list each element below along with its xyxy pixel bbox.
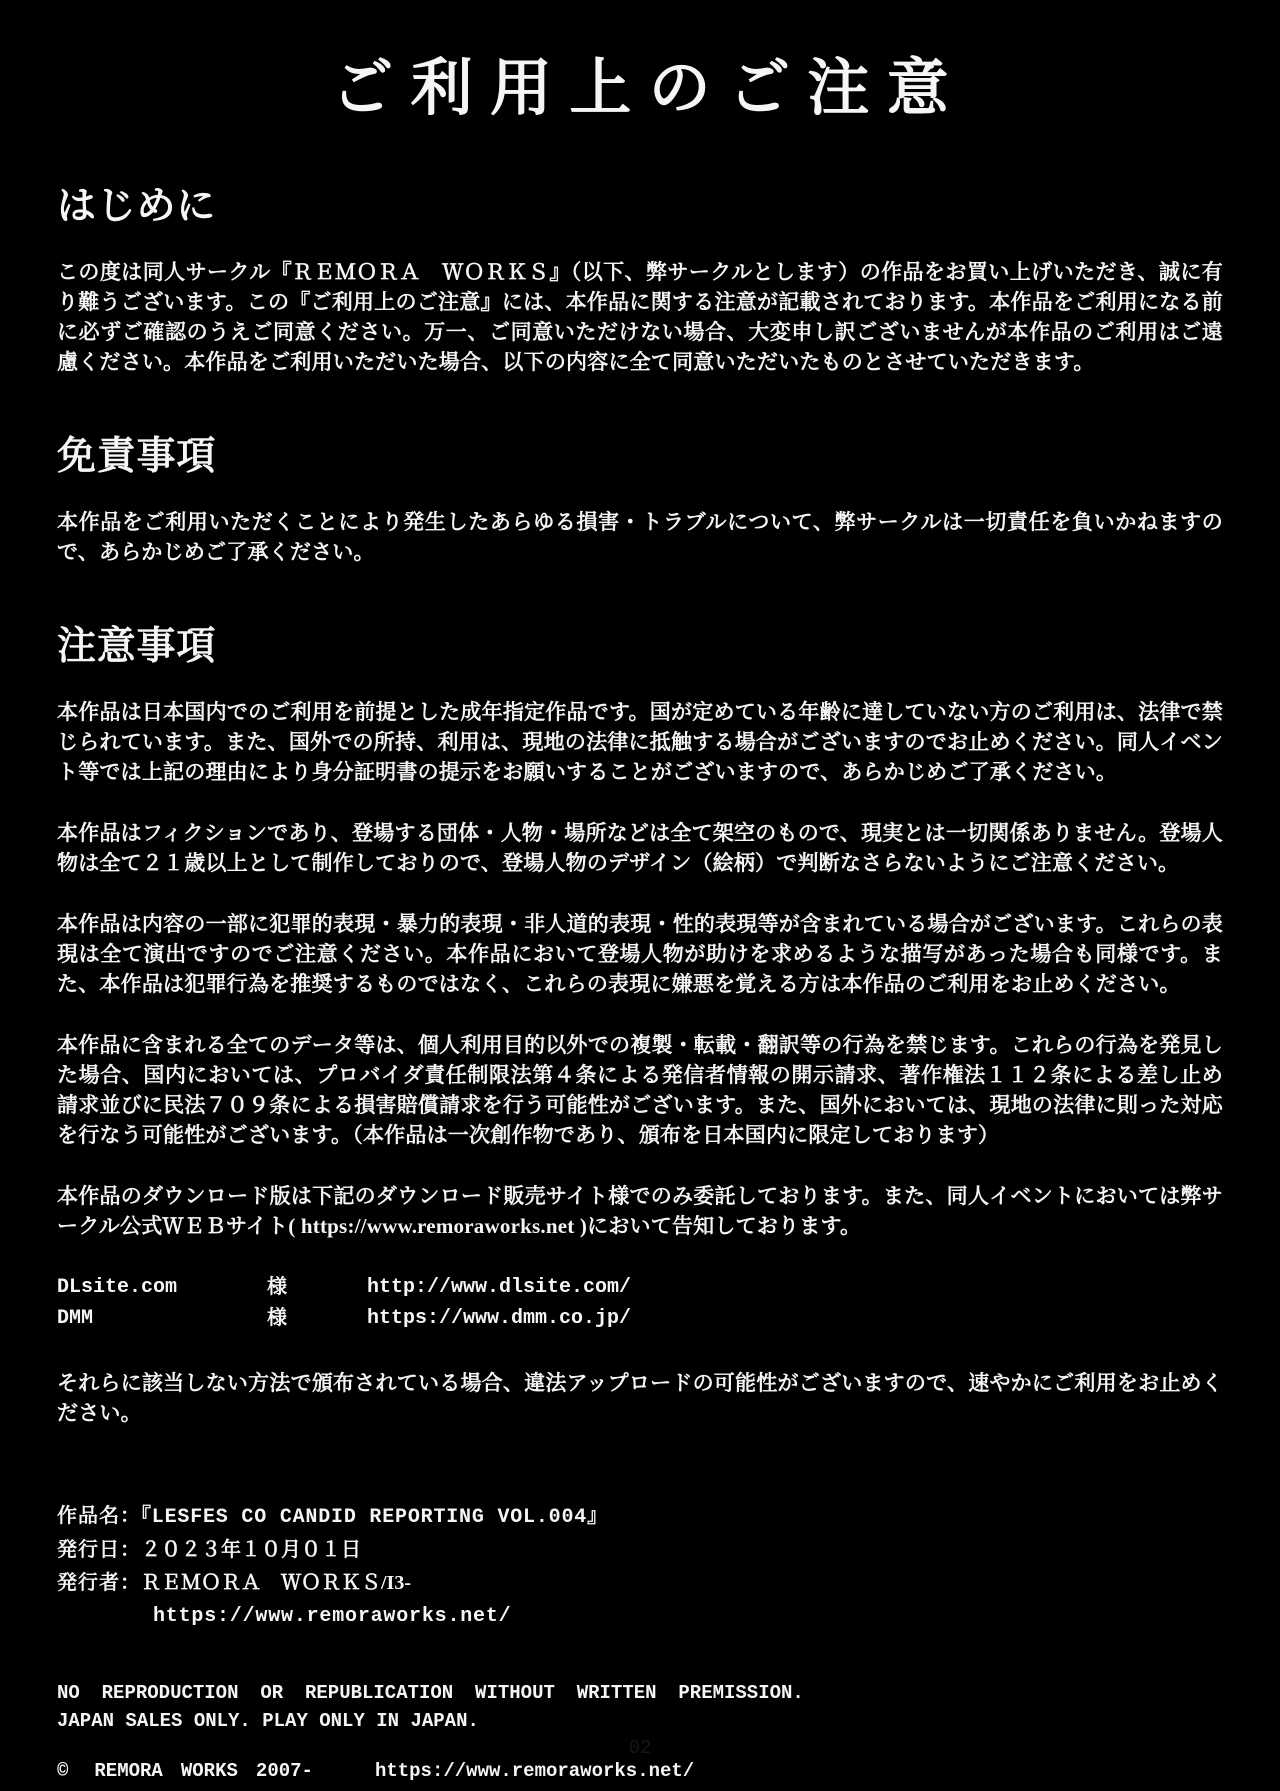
distributor-name: DMM [57,1307,94,1330]
distributor-list [57,1272,1223,1334]
colophon [57,1500,1223,1633]
work-title-label: 作品名： [57,1505,141,1527]
release-date-value: ２０２３年１０月０１日 [141,1539,361,1561]
publisher-value: ＲＥＭＯＲＡ ＷＯＲＫＳ/I3- [141,1572,411,1594]
precautions-paragraph-illegal-upload: それらに該当しない方法で頒布されている場合、違法アップロードの可能性がございますので、速やかにご利用をお止めください。 [57,1371,1223,1425]
precautions-paragraph-copyright: 本作品に含まれる全てのデータ等は、個人利用目的以外での複製・転載・翻訳等の行為を禁じます。これらの行為を発見した場合、国内においては、プロバイダ責任制限法第４条による発信者情報の開示請求、著作権法１１２条による差し止め請求並びに民法７０９条による損害賠償請求を行う可能性がございます。また、国外においては、現地の法律に則った対応を行なう可能性がございます。（本作品は一次創作物であり、頒布を日本国内に限定しております） [57,1033,1223,1147]
introduction-heading: はじめに [57,185,217,228]
section-precautions [57,615,1223,1428]
section-disclaimer [57,425,1223,567]
introduction-paragraph: この度は同人サークル『ＲＥＭＯＲＡ ＷＯＲＫＳ』（以下、弊サークルとします）の作品をお買い上げいただき、誠に有り難うございます。この『ご利用上のご注意』には、本作品に関する注意が記載されております。本作品をご利用になる前に必ずご確認のうえご同意ください。万一、ご同意いただけない場合、大変申し訳ございませんが本作品のご利用はご遠慮ください。本作品をご利用いただいた場合、以下の内容に全て同意いただいたものとさせていただきます。 [57,260,1223,374]
disclaimer-heading: 免責事項 [57,435,217,478]
disclaimer-paragraph: 本作品をご利用いただくことにより発生したあらゆる損害・トラブルについて、弊サークルは一切責任を負いかねますので、あらかじめご了承ください。 [57,510,1223,564]
distributor-url: http://www.dlsite.com/ [367,1276,632,1299]
colophon-release-date-row [57,1534,1223,1567]
colophon-publisher-row [57,1567,1223,1600]
distributor-name: DLsite.com [57,1276,178,1299]
precautions-heading: 注意事項 [57,625,217,668]
section-introduction [57,175,1223,377]
distributor-url: https://www.dmm.co.jp/ [367,1307,632,1330]
footer-japan-only-line: JAPAN SALES ONLY. PLAY ONLY IN JAPAN. [57,1710,479,1732]
copyright-icon: © [57,1760,69,1782]
precautions-paragraph-download: 本作品のダウンロード版は下記のダウンロード販売サイト様でのみ委託しております。また、同人イベントにおいては弊サークル公式ＷＥＢサイト( https://www.remoraworks.net )において告知しております。 [57,1184,1223,1238]
footer-notice [57,1679,1223,1785]
distributor-honorific: 様 [267,1276,287,1298]
copyright-website: https://www.remoraworks.net/ [374,1760,695,1782]
colophon-work-title-row [57,1500,1223,1534]
distributor-row-dlsite [57,1272,1223,1303]
precautions-paragraph-expressions: 本作品は内容の一部に犯罪的表現・暴力的表現・非人道的表現・性的表現等が含まれている場合がございます。これらの表現は全て演出ですのでご注意ください。本作品において登場人物が助けを求めるような描写があった場合も同様です。また、本作品は犯罪行為を推奨するものではなく、これらの表現に嫌悪を覚える方は本作品のご利用をお止めください。 [57,912,1223,996]
publisher-website: https://www.remoraworks.net/ [153,1605,512,1628]
distributor-honorific: 様 [267,1307,287,1329]
publisher-label: 発行者： [57,1572,141,1594]
release-date-label: 発行日： [57,1539,141,1561]
work-title-value: 『LESFES CO CANDID REPORTING VOL.004』 [141,1506,608,1529]
page-number: 02 [628,1737,652,1759]
footer-no-reproduction-line: NO REPRODUCTION OR REPUBLICATION WITHOUT WRITTEN PREMISSION. [57,1682,804,1704]
copyright-line [57,1757,1223,1785]
page-title: ご利用上のご注意 [331,55,967,123]
precautions-paragraph-fiction: 本作品はフィクションであり、登場する団体・人物・場所などは全て架空のもので、現実とは一切関係ありません。登場人物は全て２１歳以上として制作しておりので、登場人物のデザイン（絵柄）で判断なさらないようにご注意ください。 [57,821,1223,875]
copyright-text: REMORA WORKS 2007- [94,1760,313,1782]
precautions-paragraph-age-restriction: 本作品は日本国内でのご利用を前提とした成年指定作品です。国が定めている年齢に達していない方のご利用は、法律で禁じられています。また、国外での所持、利用は、現地の法律に抵触する場合がございますのでお止めください。同人イベント等では上記の理由により身分証明書の提示をお願いすることがございますので、あらかじめご了承ください。 [57,700,1223,784]
distributor-row-dmm [57,1303,1223,1334]
